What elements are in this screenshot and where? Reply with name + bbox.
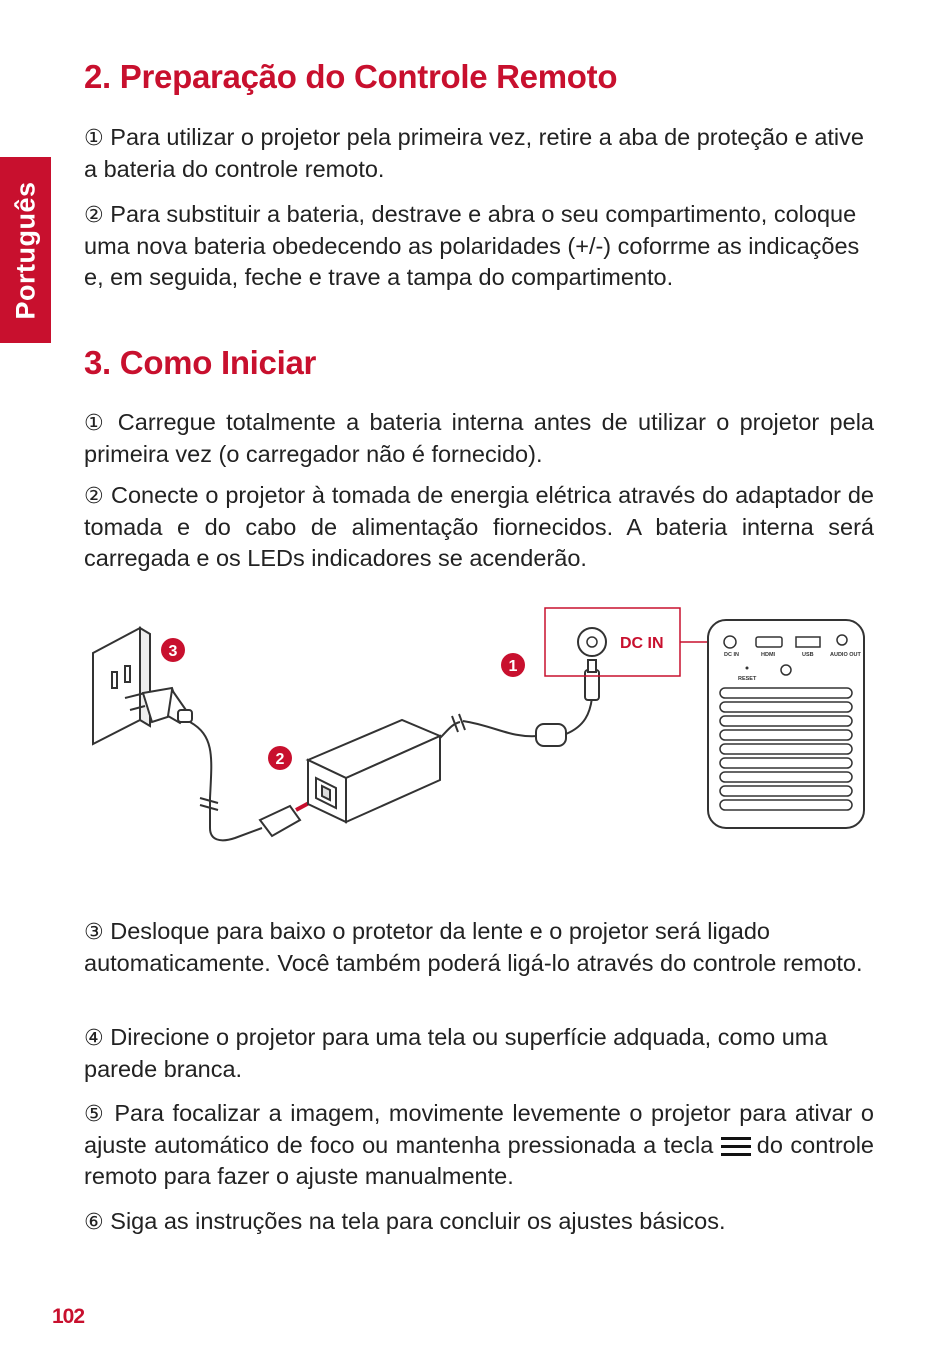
audio-out-port bbox=[837, 635, 847, 645]
port-label-usb: USB bbox=[802, 652, 814, 658]
item-text: Desloque para baixo o protetor da lente e o projetor será ligado automaticamente. Você também poderá ligá-lo através do controle remoto. bbox=[84, 918, 863, 976]
item-text: Direcione o projetor para uma tela ou superfície adquada, como uma parede branca. bbox=[84, 1024, 828, 1082]
port-label-dc-in: DC IN bbox=[724, 652, 739, 658]
language-label: Português bbox=[10, 180, 41, 320]
reset-button bbox=[781, 665, 791, 675]
item-marker: ① bbox=[84, 126, 104, 151]
svg-text:3: 3 bbox=[168, 643, 178, 660]
connection-diagram bbox=[0, 598, 950, 858]
hdmi-port bbox=[756, 637, 782, 647]
section-3-item-3 bbox=[84, 916, 874, 979]
item-marker: ② bbox=[84, 203, 104, 228]
section-3-item-5 bbox=[84, 1098, 874, 1192]
port-label-audio-out: AUDIO OUT bbox=[830, 652, 861, 658]
item-marker: ⑤ bbox=[84, 1102, 106, 1127]
dc-in-port bbox=[724, 636, 736, 648]
vent-grille bbox=[720, 688, 852, 810]
item-marker: ① bbox=[84, 411, 108, 436]
section-2-item-1 bbox=[84, 122, 874, 185]
ferrite-core bbox=[536, 724, 566, 746]
dc-plug bbox=[585, 660, 599, 700]
power-adapter bbox=[308, 720, 440, 822]
svg-text:1: 1 bbox=[508, 658, 518, 675]
section-2-item-2 bbox=[84, 199, 874, 293]
wall-outlet bbox=[93, 628, 150, 744]
callout-label: DC IN bbox=[620, 635, 664, 652]
item-marker: ③ bbox=[84, 920, 104, 945]
section-3-title: 3. Como Iniciar bbox=[84, 344, 317, 381]
section-3-item-6 bbox=[84, 1206, 874, 1238]
item-marker: ④ bbox=[84, 1026, 104, 1051]
step-badge-1 bbox=[501, 653, 525, 677]
usb-port bbox=[796, 637, 820, 647]
step-badge-2 bbox=[268, 746, 292, 770]
item-marker: ② bbox=[84, 484, 105, 509]
item-marker: ⑥ bbox=[84, 1210, 104, 1235]
item-text: Carregue totalmente a bateria interna antes de utilizar o projetor pela primeira vez (o carregador não é fornecido). bbox=[84, 409, 874, 467]
item-text: Para substituir a bateria, destrave e abra o seu compartimento, coloque uma nova bateria obedecendo as polaridades (+/-) coforrme as indicações e, em seguida, feche e trave a tampa do compartimento. bbox=[84, 201, 860, 290]
port-label-reset: RESET bbox=[738, 676, 757, 682]
iec-connector bbox=[260, 806, 300, 836]
section-3-item-2 bbox=[84, 480, 874, 574]
section-2-title: 2. Preparação do Controle Remoto bbox=[84, 58, 618, 95]
language-tab bbox=[0, 157, 51, 343]
section-3-item-1 bbox=[84, 407, 874, 470]
item-text-after: do controle remoto para fazer o ajuste manualmente. bbox=[84, 1132, 875, 1189]
menu-icon bbox=[721, 1135, 751, 1157]
step-badge-3 bbox=[161, 638, 185, 662]
item-text: Conecte o projetor à tomada de energia elétrica através do adaptador de tomada e do cabo de alimentação fiornecidos. A bateria interna será carregada e os LEDs indicadores se acenderão. bbox=[84, 482, 874, 571]
item-text: Siga as instruções na tela para concluir os ajustes básicos. bbox=[103, 1208, 726, 1234]
section-3-item-4 bbox=[84, 1022, 874, 1085]
page-number: 102 bbox=[52, 1305, 85, 1328]
item-text: Para utilizar o projetor pela primeira vez, retire a aba de proteção e ative a bateria do controle remoto. bbox=[84, 124, 864, 182]
item-text-before: Para focalizar a imagem, movimente levemente o projetor para ativar o ajuste automático de foco ou mantenha pressionada a tecla bbox=[84, 1100, 874, 1158]
port-label-hdmi: HDMI bbox=[761, 652, 776, 658]
ac-cable bbox=[190, 722, 262, 840]
svg-text:2: 2 bbox=[275, 751, 285, 768]
